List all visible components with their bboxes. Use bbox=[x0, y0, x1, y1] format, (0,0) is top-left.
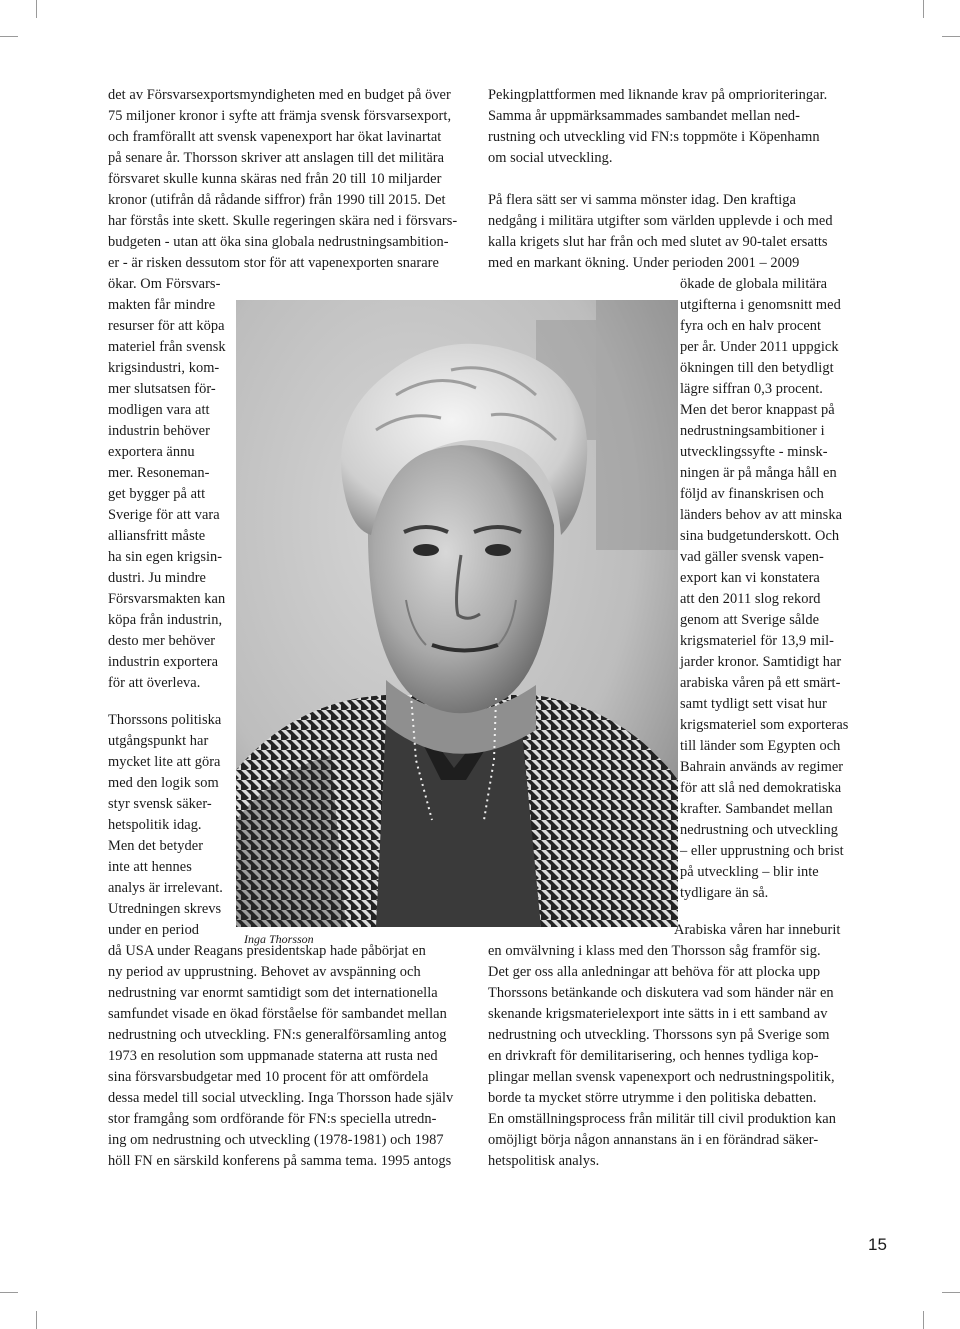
text-line: utgångspunkt har bbox=[108, 733, 209, 749]
text-line: exportera ännu bbox=[108, 444, 195, 460]
text-line: industrin behöver bbox=[108, 423, 210, 439]
text-line: sina budgetunderskott. Och bbox=[680, 528, 840, 544]
text-line: skenande krigsmaterielexport inte sätts in i ett samband av bbox=[488, 1006, 828, 1022]
text-line: alliansfritt måste bbox=[108, 528, 206, 544]
text-line: modligen vara att bbox=[108, 402, 210, 418]
text-line: på utveckling – blir inte bbox=[680, 864, 819, 880]
text-line: arabiska våren på ett smärt- bbox=[680, 675, 841, 691]
text-line: dustri. Ju mindre bbox=[108, 570, 206, 586]
text-line: Thorssons betänkande och diskutera vad som händer när en bbox=[488, 985, 834, 1001]
text-line: kronor (utifrån då rådande siffror) från 1990 till 2015. Det bbox=[108, 192, 446, 208]
text-line: Thorssons politiska bbox=[108, 712, 222, 728]
text-line: tydligare än så. bbox=[680, 885, 769, 901]
text-line: följd av finanskrisen och bbox=[680, 486, 824, 502]
text-line: mycket lite att göra bbox=[108, 754, 221, 770]
text-line: nedrustning var enormt samtidigt som det internationella bbox=[108, 985, 438, 1001]
text-line: På flera sätt ser vi samma mönster idag. Den kraftiga bbox=[488, 192, 796, 208]
portrait-photo bbox=[236, 300, 678, 927]
text-line: att den 2011 slog rekord bbox=[680, 591, 821, 607]
text-line: jarder kronor. Samtidigt har bbox=[680, 654, 842, 670]
text-line: ökningen till den betydligt bbox=[680, 360, 834, 376]
text-line: Försvarsmakten kan bbox=[108, 591, 226, 607]
text-line: Men det beror knappast på bbox=[680, 402, 835, 418]
text-line: hetspolitik idag. bbox=[108, 817, 202, 833]
text-line: budgeten - utan att öka sina globala nedrustningsambition- bbox=[108, 234, 449, 250]
text-line: styr svensk säker- bbox=[108, 796, 212, 812]
text-line: utvecklingssyfte - minsk- bbox=[680, 444, 828, 460]
text-line: nedrustning och utveckling. FN:s generalförsamling antog bbox=[108, 1027, 447, 1043]
text-line: Utredningen skrevs bbox=[108, 901, 222, 917]
text-line: dessa medel till social utveckling. Inga Thorsson hade själv bbox=[108, 1090, 454, 1106]
crop-mark bbox=[36, 1311, 37, 1329]
text-line: resurser för att köpa bbox=[108, 318, 225, 334]
text-line: borde ta mycket större utrymme i den politiska debatten. bbox=[488, 1090, 817, 1106]
text-line: krigsindustri, kom- bbox=[108, 360, 220, 376]
crop-mark bbox=[0, 36, 18, 37]
text-line: inte att hennes bbox=[108, 859, 192, 875]
text-line: länders behov av att minska bbox=[680, 507, 843, 523]
text-line: ökade de globala militära bbox=[680, 276, 828, 292]
text-line: nedrustning och utveckling bbox=[680, 822, 838, 838]
text-line: en omvälvning i klass med den Thorsson såg framför sig. bbox=[488, 943, 821, 959]
text-line: det av Försvarsexportsmyndigheten med en budget på över bbox=[108, 87, 451, 103]
text-line: ing om nedrustning och utveckling (1978-1981) och 1987 bbox=[108, 1132, 444, 1148]
text-line: samfundet visade en ökad förståelse för sambandet mellan bbox=[108, 1006, 447, 1022]
text-line: rustning och utveckling vid FN:s toppmöte i Köpenhamn bbox=[488, 129, 820, 145]
text-line: ningen är på många håll en bbox=[680, 465, 837, 481]
text-line: då USA under Reagans presidentskap hade påbörjat en bbox=[108, 943, 426, 959]
text-line: stor framgång som ordförande för FN:s speciella utredn- bbox=[108, 1111, 437, 1127]
text-line: mer. Resoneman- bbox=[108, 465, 210, 481]
text-line: materiel från svensk bbox=[108, 339, 226, 355]
text-line: höll FN en särskild konferens på samma tema. 1995 antogs bbox=[108, 1153, 452, 1169]
text-line: ha sin egen krigsin- bbox=[108, 549, 223, 565]
text-line: vad gäller svensk vapen- bbox=[680, 549, 824, 565]
text-line: en drivkraft för demilitarisering, och hennes tydliga kop- bbox=[488, 1048, 819, 1064]
crop-mark bbox=[942, 1292, 960, 1293]
text-line: analys är irrelevant. bbox=[108, 880, 223, 896]
crop-mark bbox=[36, 0, 37, 18]
text-line: krigsmateriel som exporteras bbox=[680, 717, 849, 733]
text-line: get bygger på att bbox=[108, 486, 206, 502]
text-line: omöjligt börja någon annanstans än i en förändrad säker- bbox=[488, 1132, 819, 1148]
crop-mark bbox=[942, 36, 960, 37]
page-number: 15 bbox=[868, 1235, 887, 1254]
text-line: samt tydligt sett visat hur bbox=[680, 696, 827, 712]
text-line: Samma år uppmärksammades sambandet mellan ned- bbox=[488, 108, 801, 124]
crop-mark bbox=[923, 0, 924, 18]
text-line: och framförallt att svensk vapenexport har ökat lavinartat bbox=[108, 129, 442, 145]
text-line: fyra och en halv procent bbox=[680, 318, 822, 334]
text-line: för att överleva. bbox=[108, 675, 201, 691]
text-line: En omställningsprocess från militär till civil produktion kan bbox=[488, 1111, 836, 1127]
text-line: under en period bbox=[108, 922, 200, 938]
text-line: lägre siffran 0,3 procent. bbox=[680, 381, 823, 397]
text-line: industrin exportera bbox=[108, 654, 219, 670]
text-line: Bahrain används av regimer bbox=[680, 759, 844, 775]
text-line: för att slå ned demokratiska bbox=[680, 780, 842, 796]
text-line: plingar mellan svensk vapenexport och nedrustningspolitik, bbox=[488, 1069, 835, 1085]
text-line: har förstås inte skett. Skulle regeringen skära ned i försvars- bbox=[108, 213, 458, 229]
text-line: försvaret skulle kunna skäras ned från 20 till 10 miljarder bbox=[108, 171, 442, 187]
text-line: mer slutsatsen för- bbox=[108, 381, 216, 397]
text-line: sina försvarsbudgetar med 10 procent för att omfördela bbox=[108, 1069, 429, 1085]
text-line: export kan vi konstatera bbox=[680, 570, 820, 586]
text-line: nedgång i militära utgifter som världen upplevde i och med bbox=[488, 213, 833, 229]
text-line: till länder som Egypten och bbox=[680, 738, 841, 754]
text-line: Arabiska våren har inneburit bbox=[674, 922, 841, 938]
text-line: er - är risken dessutom stor för att vapenexporten snarare bbox=[108, 255, 439, 271]
text-line: med den logik som bbox=[108, 775, 219, 791]
text-line: makten får mindre bbox=[108, 297, 216, 313]
text-line: om social utveckling. bbox=[488, 150, 613, 166]
text-line: Sverige för att vara bbox=[108, 507, 220, 523]
text-line: krigsmateriel för 13,9 mil- bbox=[680, 633, 835, 649]
text-line: nedrustningsambitioner i bbox=[680, 423, 825, 439]
text-line: kalla krigets slut har från och med slutet av 90-talet ersatts bbox=[488, 234, 828, 250]
photo-caption: Inga Thorsson bbox=[244, 932, 314, 946]
text-line: Men det betyder bbox=[108, 838, 204, 854]
text-line: utgifterna i genomsnitt med bbox=[680, 297, 841, 313]
text-line: med en markant ökning. Under perioden 2001 – 2009 bbox=[488, 255, 800, 271]
crop-mark bbox=[0, 1292, 18, 1293]
text-line: 1973 en resolution som uppmanade staterna att rusta ned bbox=[108, 1048, 438, 1064]
text-line: nedrustning och utveckling. Thorssons syn på Sverige som bbox=[488, 1027, 830, 1043]
text-line: desto mer behöver bbox=[108, 633, 216, 649]
text-line: Pekingplattformen med liknande krav på omprioriteringar. bbox=[488, 87, 828, 103]
text-line: ökar. Om Försvars- bbox=[108, 276, 221, 292]
text-line: på senare år. Thorsson skriver att anslagen till det militära bbox=[108, 150, 445, 166]
text-line: ny period av upprustning. Behovet av avspänning och bbox=[108, 964, 421, 980]
crop-mark bbox=[923, 1311, 924, 1329]
text-line: 75 miljoner kronor i syfte att främja svensk försvarsexport, bbox=[108, 108, 452, 124]
text-line: köpa från industrin, bbox=[108, 612, 223, 628]
text-line: per år. Under 2011 uppgick bbox=[680, 339, 839, 355]
text-line: genom att Sverige sålde bbox=[680, 612, 820, 628]
text-line: krafter. Sambandet mellan bbox=[680, 801, 833, 817]
text-line: – eller upprustning och brist bbox=[680, 843, 844, 859]
text-line: hetspolitisk analys. bbox=[488, 1153, 600, 1169]
text-line: Det ger oss alla anledningar att behöva för att plocka upp bbox=[488, 964, 821, 980]
